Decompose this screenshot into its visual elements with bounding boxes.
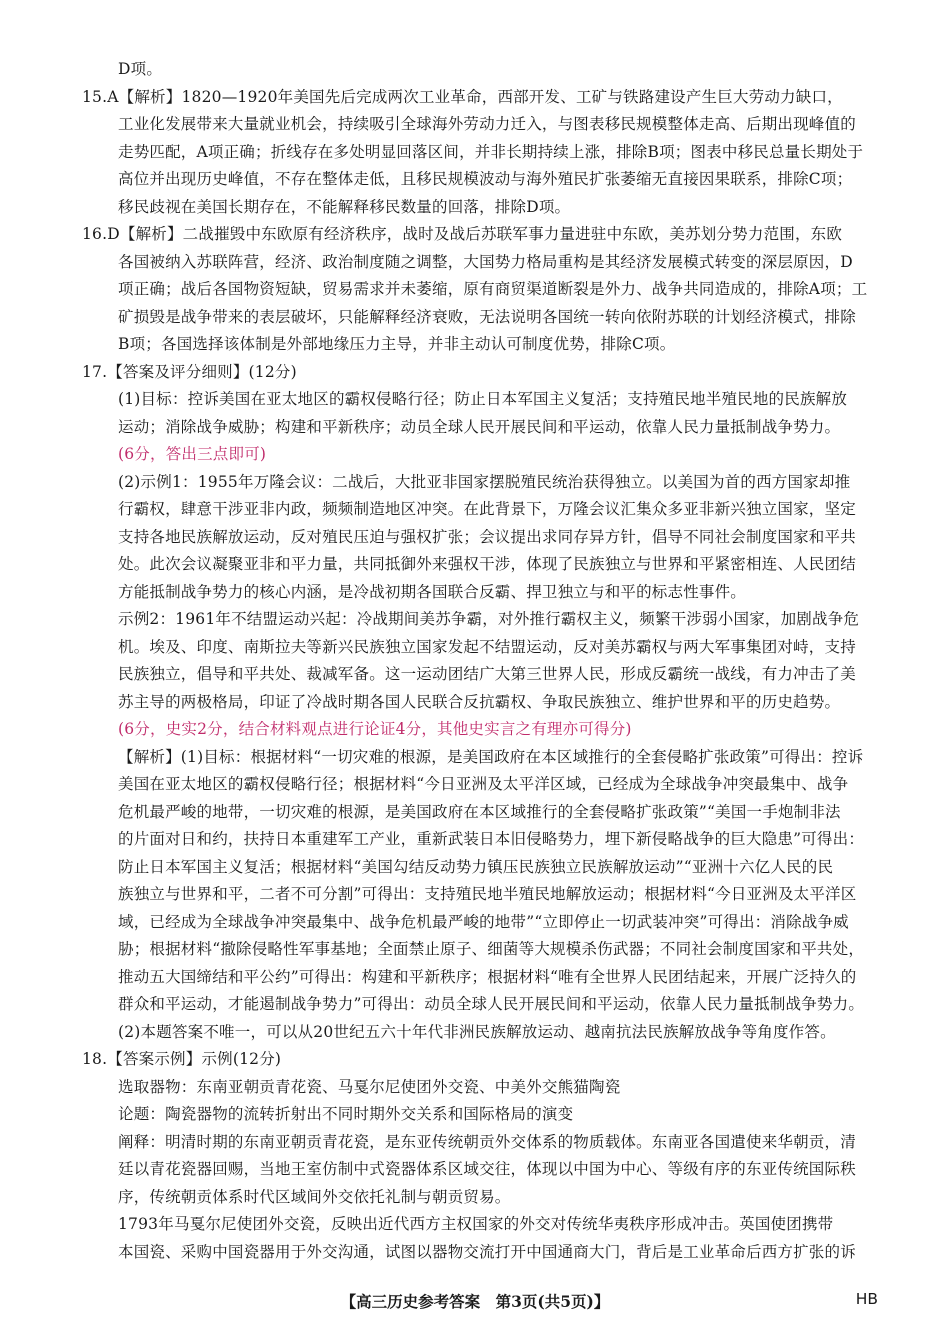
text-line: 本国瓷、采购中国瓷器用于外交沟通，试图以器物交流打开中国通商大门，背后是工业革命后西方扩张的诉	[118, 1242, 856, 1261]
text-line: 行霸权，肆意干涉亚非内政，频频制造地区冲突。在此背景下，万隆会议汇集众多亚非新兴独立国家，坚定	[118, 500, 856, 518]
text-line: (2)示例1：1955年万隆会议：二战后，大批亚非国家摆脱殖民统治获得独立。以美国为首的西方国家却推	[118, 472, 851, 491]
text-line: 危机最严峻的地带，一切灾难的根源，是美国政府在本区域推行的全套侵略扩张政策”“美国一手炮制非法	[118, 802, 841, 821]
text-line: 项正确；战后各国物资短缺，贸易需求并未萎缩，原有商贸渠道断裂是外力、战争共同造成的，排除A项；工	[118, 280, 868, 298]
text-line: 支持各地民族解放运动，反对殖民压迫与强权扩张；会议提出求同存异方针，倡导不同社会制度国家和平共	[118, 527, 856, 546]
text-line: 序，传统朝贡体系时代区域间外交依托礼制与朝贡贸易。	[118, 1187, 511, 1206]
text-line: 1793年马戛尔尼使团外交瓷，反映出近代西方主权国家的外交对传统华夷秩序形成冲击。英国使团携带	[118, 1215, 834, 1233]
text-line: (1)目标：控诉美国在亚太地区的霸权侵略行径；防止日本军国主义复活；支持殖民地半殖民地的民族解放	[118, 390, 848, 408]
text-line: 美国在亚太地区的霸权侵略行径；根据材料“今日亚洲及太平洋区域，已经成为全球战争冲突最集中、战争	[118, 775, 849, 793]
text-line: 防止日本军国主义复活；根据材料“美国勾结反动势力镇压民族独立民族解放运动”“亚洲十六亿人民的民	[118, 857, 834, 876]
text-line: 论题：陶瓷器物的流转折射出不同时期外交关系和国际格局的演变	[118, 1105, 574, 1123]
text-line: 16.D【解析】二战摧毁中东欧原有经济秩序，战时及战后苏联军事力量进驻中东欧，美苏划分势力范围，东欧	[82, 225, 843, 243]
text-line: 走势匹配，A项正确；折线存在多处明显回落区间，并非长期持续上涨，排除B项；图表中移民总量长期处于	[118, 142, 864, 161]
text-line: 机。埃及、印度、南斯拉夫等新兴民族独立国家发起不结盟运动，反对美苏霸权与两大军事集团对峙，支持	[118, 637, 856, 656]
text-line: 18.【答案示例】示例(12分)	[82, 1050, 282, 1068]
text-line: 15.A【解析】1820—1920年美国先后完成两次工业革命，西部开发、工矿与铁路建设产生巨大劳动力缺口，	[82, 87, 843, 106]
text-line: 工业化发展带来大量就业机会，持续吸引全球海外劳动力迁入，与图表移民规模整体走高、后期出现峰值的	[118, 115, 856, 133]
text-line: 高位并出现历史峰值，不存在整体走低，且移民规模波动与海外殖民扩张萎缩无直接因果联系，排除C项；	[118, 170, 853, 188]
text-line: B项；各国选择该体制是外部地缘压力主导，并非主动认可制度优势，排除C项。	[118, 335, 676, 353]
text-line: 阐释：明清时期的东南亚朝贡青花瓷，是东亚传统朝贡外交体系的物质载体。东南亚各国遣使来华朝贡，清	[118, 1132, 856, 1151]
text-line: 运动；消除战争威胁；构建和平新秩序；动员全球人民开展民间和平运动，依靠人民力量抵制战争势力。	[118, 417, 841, 436]
text-line: 【解析】(1)目标：根据材料“一切灾难的根源，是美国政府在本区域推行的全套侵略扩张政策”可得出：控诉	[118, 747, 864, 766]
text-line: 民族独立，倡导和平共处、裁减军备。这一运动团结广大第三世界人民，形成反霸统一战线，有力冲击了美	[118, 665, 856, 683]
text-line: (6分，史实2分，结合材料观点进行论证4分，其他史实言之有理亦可得分)	[118, 720, 632, 738]
text-line: 选取器物：东南亚朝贡青花瓷、马戛尔尼使团外交瓷、中美外交熊猫陶瓷	[118, 1077, 621, 1096]
text-line: 矿损毁是战争带来的表层破坏，只能解释经济衰败，无法说明各国统一转向依附苏联的计划经济模式，排除	[118, 307, 856, 326]
text-line: 域，已经成为全球战争冲突最集中、战争危机最严峻的地带”“立即停止一切武装冲突”可得出：消除战争威	[118, 912, 849, 931]
text-line: 移民歧视在美国长期存在，不能解释移民数量的回落，排除D项。	[118, 197, 571, 216]
text-line: 的片面对日和约，扶持日本重建军工产业，重新武装日本旧侵略势力，埋下新侵略战争的巨大隐患”可得出：	[118, 830, 865, 848]
text-line: (2)本题答案不唯一，可以从20世纪五六十年代非洲民族解放运动、越南抗法民族解放战争等角度作答。	[118, 1022, 836, 1041]
text-line: 推动五大国缔结和平公约”可得出：构建和平新秩序；根据材料“唯有全世界人民团结起来，开展广泛持久的	[118, 967, 857, 986]
text-line: 17.【答案及评分细则】(12分)	[82, 362, 297, 381]
document-body	[82, 56, 878, 1266]
text-line: 示例2：1961年不结盟运动兴起：冷战期间美苏争霸，对外推行霸权主义，频繁干涉弱小国家，加剧战争危	[118, 610, 860, 628]
text-line: 族独立与世界和平，二者不可分割”可得出：支持殖民地半殖民地解放运动；根据材料“今日亚洲及太平洋区	[118, 885, 857, 903]
text-line: 处。此次会议凝聚亚非和平力量，共同抵御外来强权干涉，体现了民族独立与世界和平紧密相连、人民团结	[118, 555, 856, 573]
text-line: 胁；根据材料“撤除侵略性军事基地；全面禁止原子、细菌等大规模杀伤武器；不同社会制度国家和平共处，	[118, 940, 865, 958]
page-footer	[0, 1290, 950, 1318]
text-line: 廷以青花瓷器回赐，当地王室仿制中式瓷器体系区域交往，体现以中国为中心、等级有序的东亚传统国际秩	[118, 1160, 856, 1178]
text-line: D项。	[118, 60, 163, 78]
text-line: (6分，答出三点即可)	[118, 445, 267, 463]
text-line: 苏主导的两极格局，印证了冷战时期各国人民联合反抗霸权、争取民族独立、维护世界和平的历史趋势。	[118, 692, 841, 711]
text-line: 各国被纳入苏联阵营，经济、政治制度随之调整，大国势力格局重构是其经济发展模式转变的深层原因，D	[118, 252, 853, 271]
text-line: 方能抵制战争势力的核心内涵，是冷战初期各国联合反霸、捍卫独立与和平的标志性事件。	[118, 582, 747, 601]
footer-title: 【高三历史参考答案 第3页(共5页)】	[340, 1292, 610, 1311]
text-line: 群众和平运动，才能遏制战争势力”可得出：动员全球人民开展民间和平运动，依靠人民力量抵制战争势力。	[118, 995, 865, 1013]
footer-code: HB	[855, 1290, 878, 1308]
